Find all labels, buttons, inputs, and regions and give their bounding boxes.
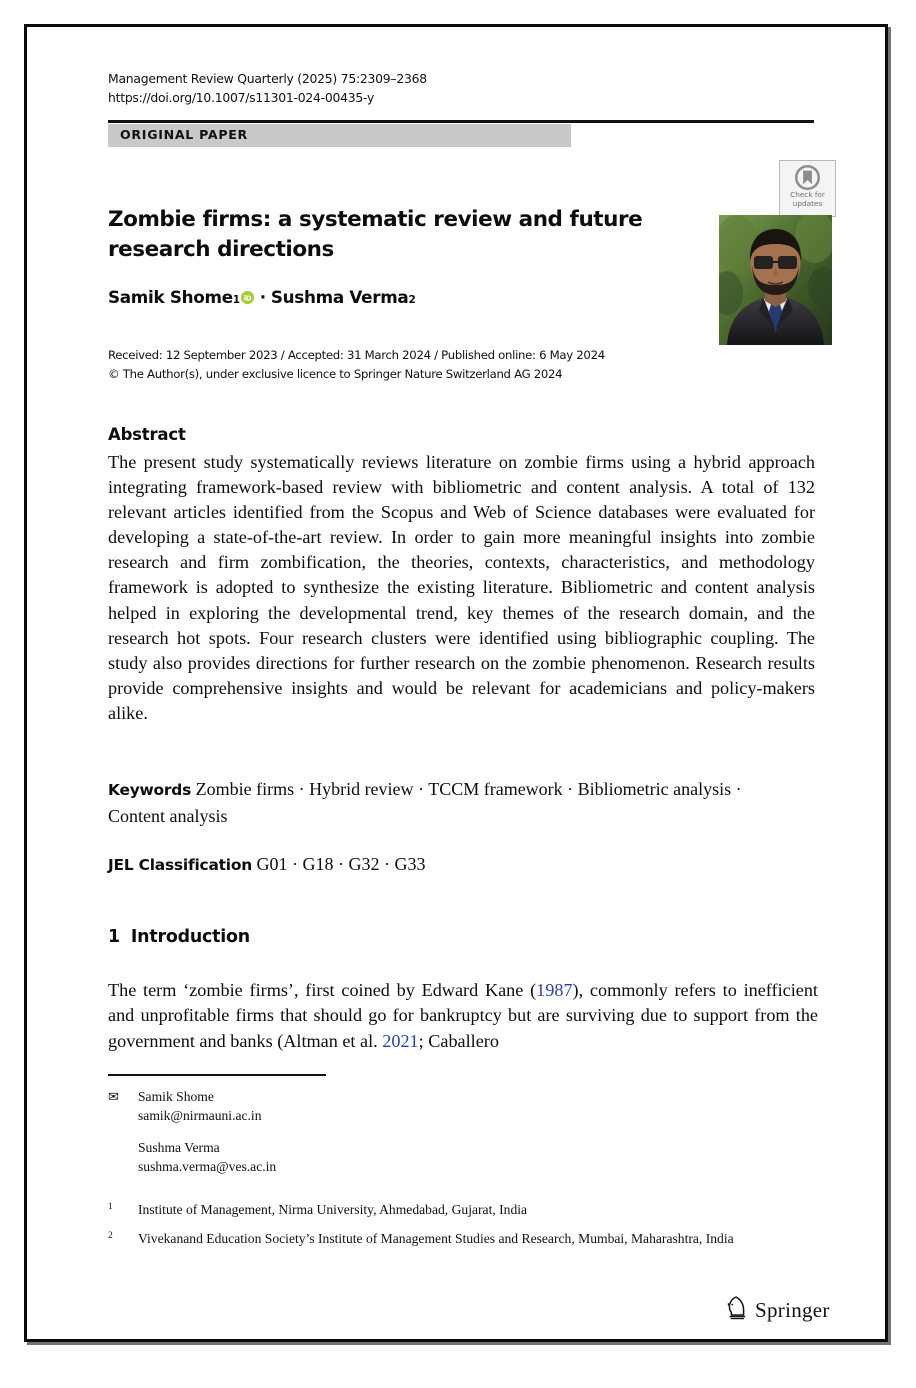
springer-knight-icon (727, 1295, 749, 1326)
author-portrait-photo (719, 215, 832, 345)
author-affil-marker-2: 2 (408, 294, 416, 306)
corresponding-author-email[interactable]: samik@nirmauni.ac.in (138, 1108, 262, 1124)
affiliation-marker: 2 (108, 1230, 113, 1242)
coauthor-name: Sushma Verma (138, 1139, 220, 1155)
keywords-label: Keywords (108, 781, 192, 799)
footnote-divider-rule (108, 1074, 326, 1076)
bookmark-circle-icon (795, 165, 820, 190)
journal-citation: Management Review Quarterly (2025) 75:2309–2368 (108, 71, 427, 86)
svg-text:iD: iD (243, 294, 252, 303)
affiliation-row (108, 1229, 768, 1248)
correspondence-entry (108, 1138, 748, 1177)
orcid-icon[interactable] (241, 291, 254, 304)
correspondence-block (108, 1087, 748, 1189)
citation-link-altman-2021[interactable]: 2021 (382, 1030, 419, 1051)
abstract-heading: Abstract (108, 425, 186, 444)
jel-values: G01 · G18 · G32 · G33 (256, 854, 426, 874)
author-separator: · (259, 287, 266, 307)
journal-doi[interactable]: https://doi.org/10.1007/s11301-024-00435-y (108, 90, 375, 105)
citation-link-kane-1987[interactable]: 1987 (536, 980, 573, 1000)
author-name-1: Samik Shome (108, 287, 233, 307)
intro-text-part1: The term ‘zombie firms’, first coined by Edward Kane ( (108, 980, 537, 1000)
paper-page (24, 24, 888, 1342)
intro-text-part3: ; Caballero (418, 1030, 499, 1051)
page-title: Zombie firms: a systematic review and future research directions (108, 207, 643, 263)
check-for-updates-text (790, 191, 825, 208)
coauthor-email[interactable]: sushma.verma@ves.ac.in (138, 1159, 277, 1175)
jel-label: JEL Classification (108, 856, 253, 874)
keywords-block (108, 777, 798, 829)
journal-header (108, 69, 808, 107)
section-title: Introduction (130, 927, 250, 947)
envelope-icon: ✉ (108, 1089, 119, 1104)
publisher-logo (727, 1295, 830, 1326)
corr-icon-spacer (108, 1138, 138, 1177)
author-affil-marker-1: 1 (232, 294, 240, 306)
section-number: 1 (108, 927, 120, 947)
affiliations-block (108, 1200, 768, 1259)
cfu-line2: updates (792, 198, 823, 208)
introduction-paragraph (108, 978, 818, 1054)
header-divider-rule (108, 120, 814, 123)
cfu-line1: Check for (790, 190, 825, 199)
author-list (108, 287, 683, 307)
paper-type-label: ORIGINAL PAPER (120, 127, 248, 142)
jel-block (108, 852, 798, 878)
affiliation-text: Vivekanand Education Society’s Institute of Management Studies and Research, Mumbai, Maharashtra, India (138, 1231, 734, 1247)
received-accepted-line: Received: 12 September 2023 / Accepted: 31 March 2024 / Published online: 6 May 2024 (108, 348, 605, 362)
check-for-updates-badge[interactable] (779, 160, 836, 217)
keywords-values: Zombie firms · Hybrid review · TCCM framework · Bibliometric analysis · Content analysis (108, 779, 742, 826)
corresponding-author-name: Samik Shome (138, 1089, 214, 1104)
intro-text-part2: ), commonly refers to inefficient and unprofitable firms that should go for bankruptcy but are surviving due to support from the government and banks (Altman et al. (108, 980, 818, 1051)
correspondence-entry (108, 1087, 748, 1126)
affiliation-text: Institute of Management, Nirma University, Ahmedabad, Gujarat, India (138, 1202, 528, 1217)
author-name-2: Sushma Verma (270, 287, 409, 307)
publication-dates (108, 346, 728, 383)
abstract-text: The present study systematically reviews literature on zombie firms using a hybrid approach integrating framework-based review with bibliometric and content analysis. A total of 132 relevant articles identified from the Scopus and Web of Science databases were evaluated for developing a state-of-the-art review. In order to gain more meaningful insights into zombie research and firm zombification, the theories, contexts, characteristics, and methodology framework is adopted to synthesize the existing literature. Bibliometric and content analysis helped in exploring the developmental trend, key themes of the research domain, and the research hot spots. Four research clusters were identified using bibliographic coupling. The study also provides directions for further research on the zombie phenomenon. Research results provide comprehensive insights and would be relevant for academicians and policy-makers alike. (108, 452, 815, 723)
publisher-name: Springer (755, 1298, 830, 1322)
affiliation-marker: 1 (108, 1201, 113, 1212)
section-heading-introduction (108, 927, 250, 947)
affiliation-row (108, 1200, 768, 1219)
copyright-line: © The Author(s), under exclusive licence to Springer Nature Switzerland AG 2024 (108, 366, 563, 381)
